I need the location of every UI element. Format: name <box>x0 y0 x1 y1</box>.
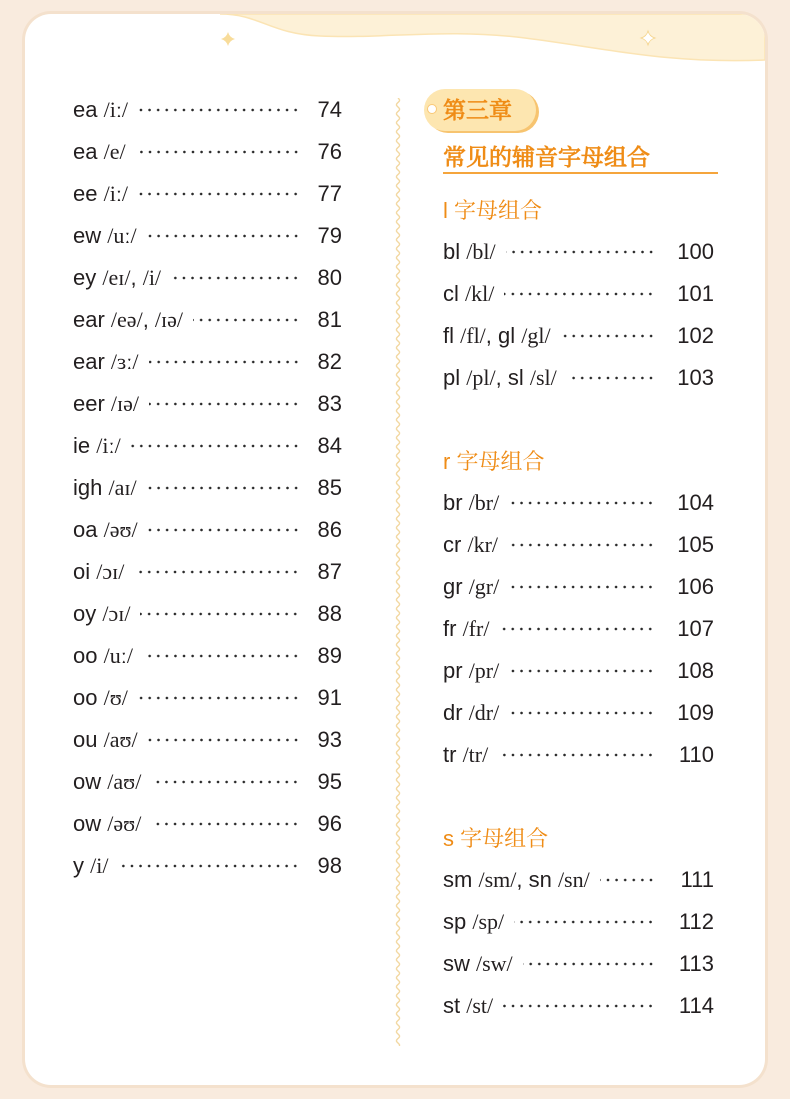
toc-entry <box>443 650 714 692</box>
page-number: 74 <box>317 97 342 122</box>
page-number: 98 <box>317 853 342 878</box>
entry-label: gr /gr/ <box>443 574 500 599</box>
entry-label: pr /pr/ <box>443 658 500 683</box>
dot-leader <box>508 543 655 547</box>
entry-label: ee /iː/ <box>73 181 129 206</box>
page-number: 89 <box>317 643 342 668</box>
ipa-transcription: /sw/ <box>476 951 513 976</box>
ipa-transcription: /gl/ <box>521 323 551 348</box>
ipa-transcription: /aʊ/ <box>107 769 142 794</box>
right-toc-column <box>443 89 714 1027</box>
dot-leader <box>147 234 300 238</box>
ipa-transcription: /iː/ <box>103 97 129 122</box>
top-wave-decoration <box>25 14 765 94</box>
ipa-transcription: /uː/ <box>103 643 133 668</box>
page-number: 111 <box>680 867 714 892</box>
dot-leader <box>600 878 655 882</box>
page-number: 105 <box>677 532 714 557</box>
ipa-transcription: /aɪ/ <box>108 475 137 500</box>
toc-entry <box>443 859 714 901</box>
page-number: 107 <box>677 616 714 641</box>
toc-entry <box>73 425 342 467</box>
entry-label: ea /iː/ <box>73 97 129 122</box>
toc-entry <box>73 383 342 425</box>
ipa-transcription: /sl/ <box>529 365 557 390</box>
ipa-transcription: /kr/ <box>467 532 499 557</box>
wavy-divider-line <box>396 98 399 1046</box>
dot-leader <box>509 501 655 505</box>
toc-entry <box>73 803 342 845</box>
entry-label: sw /sw/ <box>443 951 513 976</box>
star-icon <box>221 32 235 46</box>
section-l <box>443 191 714 399</box>
page-number: 106 <box>677 574 714 599</box>
ipa-transcription: /i/ <box>142 265 162 290</box>
toc-entry <box>443 482 714 524</box>
entry-label: fr /fr/ <box>443 616 490 641</box>
entry-label: ear /eə/, /ɪə/ <box>73 307 184 332</box>
entry-label: dr /dr/ <box>443 700 500 725</box>
section-s <box>443 819 714 1027</box>
entry-label: fl /fl/, gl /gl/ <box>443 323 551 348</box>
page-number: 84 <box>317 433 342 458</box>
dot-leader <box>131 444 300 448</box>
toc-entry <box>443 692 714 734</box>
page-number: 101 <box>677 281 714 306</box>
dot-leader <box>509 585 655 589</box>
entry-label: cl /kl/ <box>443 281 495 306</box>
toc-entry <box>73 719 342 761</box>
page-number: 79 <box>317 223 342 248</box>
section-heading: r 字母组合 <box>443 449 545 474</box>
ipa-transcription: /e/ <box>103 139 126 164</box>
ipa-transcription: /i/ <box>90 853 109 878</box>
entry-label: oy /ɔɪ/ <box>73 601 131 626</box>
toc-entry <box>73 467 342 509</box>
dot-leader <box>149 360 301 364</box>
section-r <box>443 442 714 776</box>
toc-entry <box>73 509 342 551</box>
column-divider <box>393 98 403 1046</box>
ipa-transcription: /kl/ <box>465 281 495 306</box>
dot-leader <box>171 276 300 280</box>
toc-entry <box>443 901 714 943</box>
dot-leader <box>151 822 300 826</box>
toc-entry <box>73 299 342 341</box>
ipa-transcription: /sn/ <box>557 867 590 892</box>
page-number: 110 <box>678 742 714 767</box>
toc-entry <box>73 593 342 635</box>
dot-leader <box>561 334 655 338</box>
ipa-transcription: /əʊ/ <box>103 517 138 542</box>
toc-entry <box>443 566 714 608</box>
entry-label: ow /aʊ/ <box>73 769 142 794</box>
page-number: 96 <box>317 811 342 836</box>
ipa-transcription: /br/ <box>468 490 500 515</box>
dot-leader <box>118 864 300 868</box>
dot-leader <box>149 402 300 406</box>
ipa-transcription: /ɪə/ <box>110 391 140 416</box>
entry-label: ea /e/ <box>73 139 126 164</box>
toc-entry <box>73 257 342 299</box>
ipa-transcription: /ɜː/ <box>110 349 139 374</box>
toc-entry <box>73 635 342 677</box>
entry-label: tr /tr/ <box>443 742 489 767</box>
entry-label: ou /aʊ/ <box>73 727 138 752</box>
ipa-transcription: /pr/ <box>468 658 500 683</box>
page-number: 87 <box>317 559 342 584</box>
page-number: 81 <box>317 307 342 332</box>
toc-entry <box>443 608 714 650</box>
page-number: 113 <box>678 951 714 976</box>
chapter-number: 第三章 <box>443 97 512 123</box>
entry-label: br /br/ <box>443 490 500 515</box>
toc-entry <box>73 131 342 173</box>
chapter-title: 常见的辅音字母组合 <box>443 143 718 174</box>
page-number: 83 <box>317 391 342 416</box>
ipa-transcription: /uː/ <box>107 223 137 248</box>
entry-label: y /i/ <box>73 853 109 878</box>
dot-leader <box>509 669 655 673</box>
page-number: 76 <box>317 139 342 164</box>
left-toc-list <box>73 89 342 887</box>
ipa-transcription: /eə/ <box>110 307 143 332</box>
badge-circle-icon <box>427 104 437 114</box>
toc-entry <box>443 524 714 566</box>
toc-entry <box>443 357 714 399</box>
toc-entry <box>73 677 342 719</box>
entry-label: ow /əʊ/ <box>73 811 142 836</box>
page-number: 88 <box>317 601 342 626</box>
page-number: 100 <box>677 239 714 264</box>
ipa-transcription: /aʊ/ <box>103 727 138 752</box>
entry-label: ie /iː/ <box>73 433 121 458</box>
entry-label: sp /sp/ <box>443 909 505 934</box>
top-wave-shape <box>220 14 765 61</box>
toc-entry <box>73 215 342 257</box>
toc-entry <box>443 273 714 315</box>
dot-leader <box>134 570 300 574</box>
dot-leader <box>136 150 300 154</box>
toc-entry <box>443 231 714 273</box>
section-heading: l 字母组合 <box>443 198 543 223</box>
dot-leader <box>514 920 655 924</box>
entry-label: cr /kr/ <box>443 532 499 557</box>
entry-label: eer /ɪə/ <box>73 391 140 416</box>
dot-leader <box>523 962 655 966</box>
page-number: 104 <box>677 490 714 515</box>
entry-label: sm /sm/, sn /sn/ <box>443 867 590 892</box>
ipa-transcription: /st/ <box>466 993 494 1018</box>
dot-leader <box>148 528 300 532</box>
dot-leader <box>148 738 300 742</box>
page-number: 82 <box>317 349 342 374</box>
page-number: 95 <box>317 769 342 794</box>
dot-leader <box>140 612 300 616</box>
ipa-transcription: /fl/ <box>460 323 486 348</box>
dot-leader <box>499 627 655 631</box>
page-number: 114 <box>678 993 714 1018</box>
entry-label: oi /ɔɪ/ <box>73 559 125 584</box>
page-number: 103 <box>677 365 714 390</box>
page-number: 102 <box>677 323 714 348</box>
ipa-transcription: /iː/ <box>103 181 129 206</box>
toc-entry <box>73 341 342 383</box>
page-number: 108 <box>677 658 714 683</box>
toc-entry <box>73 89 342 131</box>
dot-leader <box>498 753 655 757</box>
dot-leader <box>138 192 300 196</box>
chapter-badge <box>424 89 536 131</box>
dot-leader <box>151 780 300 784</box>
ipa-transcription: /ʊ/ <box>103 685 128 710</box>
toc-entry <box>443 734 714 776</box>
entry-label: ew /uː/ <box>73 223 137 248</box>
dot-leader <box>509 711 655 715</box>
ipa-transcription: /ɔɪ/ <box>102 601 131 626</box>
entry-label: oa /əʊ/ <box>73 517 138 542</box>
dot-leader <box>138 108 300 112</box>
dot-leader <box>503 1004 655 1008</box>
page-number: 93 <box>317 727 342 752</box>
entry-label: oo /uː/ <box>73 643 133 668</box>
toc-entry <box>73 845 342 887</box>
dot-leader <box>504 292 655 296</box>
page-number: 77 <box>317 181 342 206</box>
page-number: 86 <box>317 517 342 542</box>
ipa-transcription: /tr/ <box>462 742 489 767</box>
ipa-transcription: /dr/ <box>468 700 500 725</box>
entry-label: pl /pl/, sl /sl/ <box>443 365 557 390</box>
dot-leader <box>143 654 300 658</box>
dot-leader <box>147 486 300 490</box>
ipa-transcription: /iː/ <box>96 433 121 458</box>
ipa-transcription: /əʊ/ <box>107 811 142 836</box>
entry-label: oo /ʊ/ <box>73 685 128 710</box>
section-heading: s 字母组合 <box>443 826 549 851</box>
dot-leader <box>506 250 655 254</box>
ipa-transcription: /pl/ <box>466 365 496 390</box>
ipa-transcription: /sp/ <box>472 909 505 934</box>
toc-entry <box>443 943 714 985</box>
ipa-transcription: /ɪə/ <box>154 307 184 332</box>
dot-leader <box>138 696 300 700</box>
page-number: 109 <box>677 700 714 725</box>
page-number: 80 <box>317 265 342 290</box>
toc-entry <box>443 315 714 357</box>
toc-entry <box>73 761 342 803</box>
page-number: 112 <box>678 909 714 934</box>
dot-leader <box>567 376 655 380</box>
entry-label: bl /bl/ <box>443 239 496 264</box>
page-number: 85 <box>317 475 342 500</box>
toc-entry <box>73 173 342 215</box>
toc-entry <box>443 985 714 1027</box>
ipa-transcription: /eɪ/ <box>102 265 131 290</box>
ipa-transcription: /ɔɪ/ <box>96 559 125 584</box>
dot-leader <box>193 318 300 322</box>
page-number: 91 <box>317 685 342 710</box>
entry-label: igh /aɪ/ <box>73 475 137 500</box>
ipa-transcription: /fr/ <box>462 616 490 641</box>
ipa-transcription: /gr/ <box>468 574 500 599</box>
ipa-transcription: /bl/ <box>466 239 496 264</box>
toc-entry <box>73 551 342 593</box>
entry-label: ear /ɜː/ <box>73 349 139 374</box>
entry-label: st /st/ <box>443 993 494 1018</box>
entry-label: ey /eɪ/, /i/ <box>73 265 162 290</box>
ipa-transcription: /sm/ <box>478 867 517 892</box>
